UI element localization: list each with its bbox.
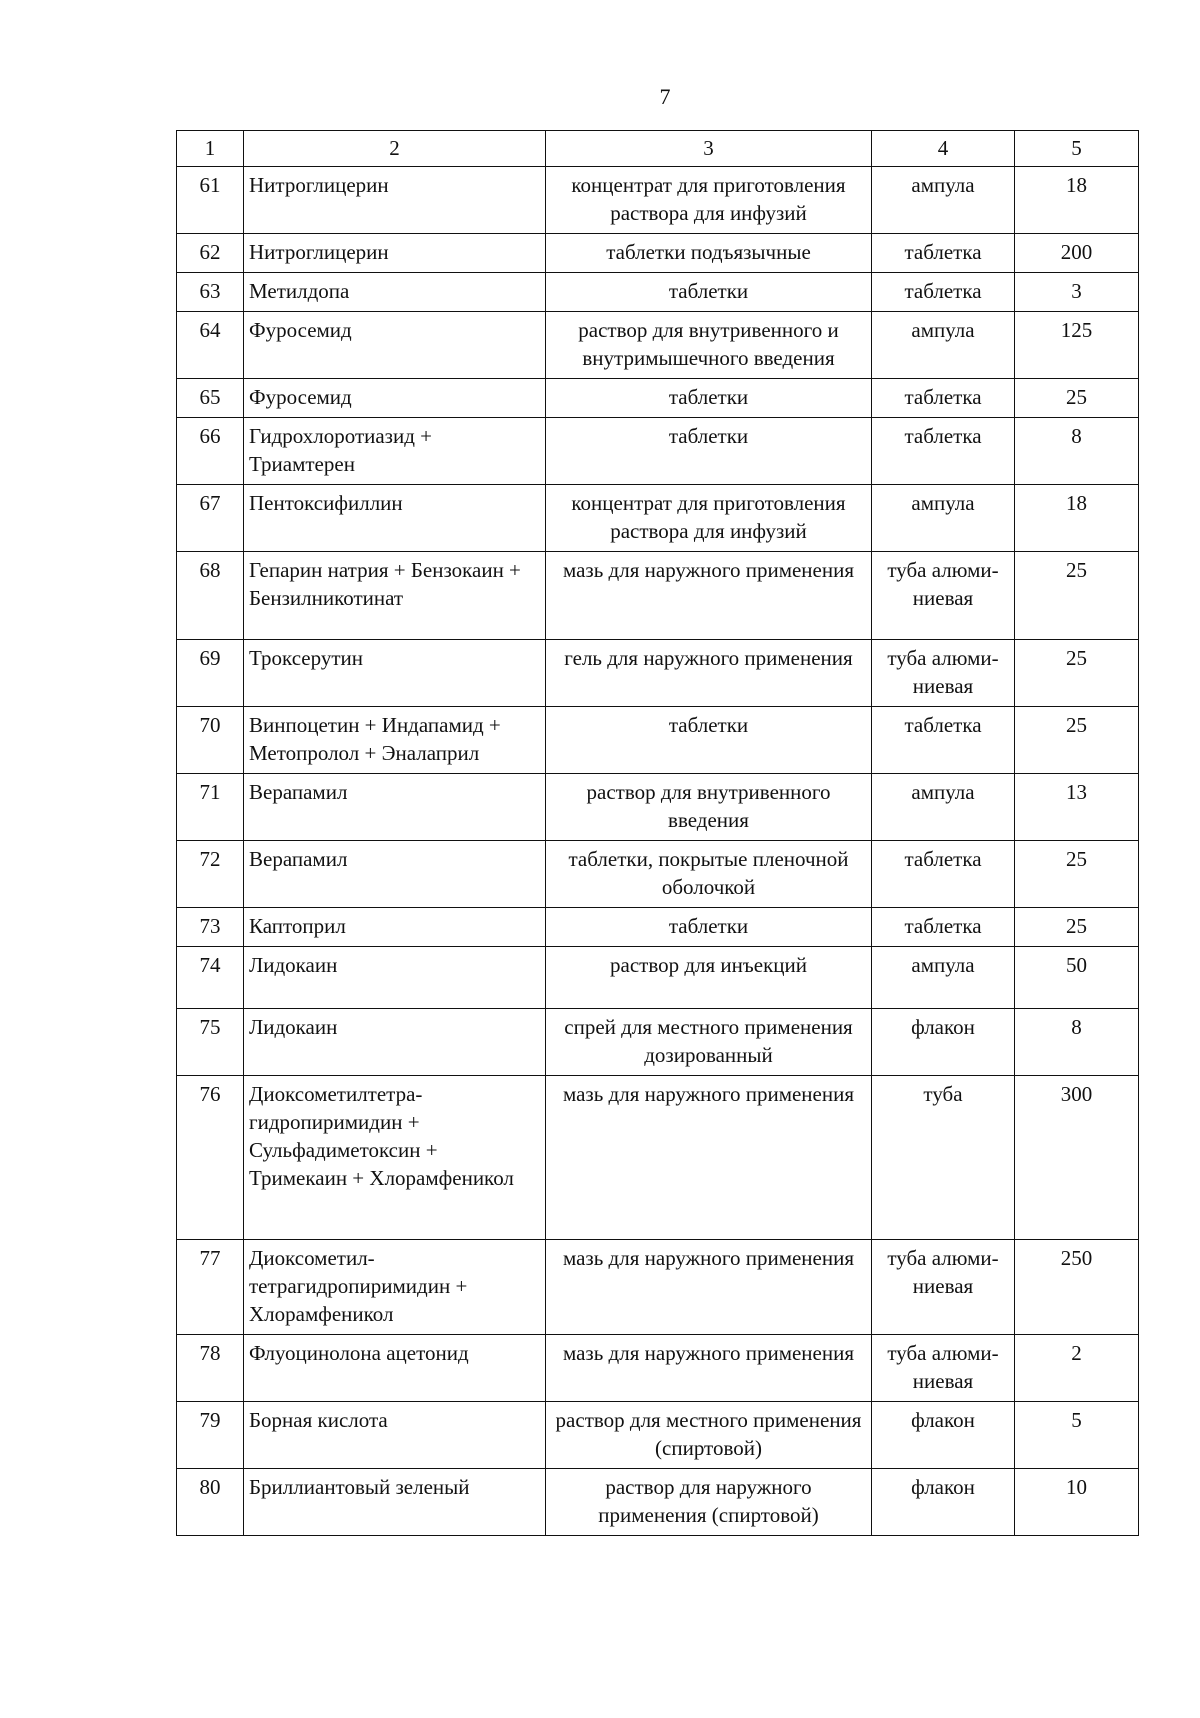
dosage-form-cell: таблетки	[546, 418, 872, 485]
quantity-cell: 8	[1015, 1009, 1139, 1076]
quantity-cell: 300	[1015, 1076, 1139, 1240]
drug-name-cell: Пентоксифиллин	[244, 485, 546, 552]
row-number-cell: 65	[177, 379, 244, 418]
row-number-cell: 72	[177, 841, 244, 908]
unit-cell: ампула	[872, 167, 1015, 234]
unit-cell: туба	[872, 1076, 1015, 1240]
row-number-cell: 61	[177, 167, 244, 234]
quantity-cell: 25	[1015, 841, 1139, 908]
unit-cell: таблетка	[872, 273, 1015, 312]
drug-name-cell: Диоксометил-тетрагидропиримидин + Хлорамфеникол	[244, 1240, 546, 1335]
quantity-cell: 2	[1015, 1335, 1139, 1402]
table-row	[177, 379, 1139, 418]
quantity-cell: 25	[1015, 640, 1139, 707]
unit-cell: ампула	[872, 485, 1015, 552]
unit-cell: таблетка	[872, 908, 1015, 947]
table-row	[177, 908, 1139, 947]
unit-cell: флакон	[872, 1402, 1015, 1469]
dosage-form-cell: таблетки	[546, 707, 872, 774]
row-number-cell: 77	[177, 1240, 244, 1335]
unit-cell: таблетка	[872, 841, 1015, 908]
table-row	[177, 640, 1139, 707]
row-number-cell: 64	[177, 312, 244, 379]
row-number-cell: 68	[177, 552, 244, 640]
drug-name-cell: Фуросемид	[244, 312, 546, 379]
table-row	[177, 485, 1139, 552]
table-row	[177, 707, 1139, 774]
table-row	[177, 774, 1139, 841]
drug-name-cell: Каптоприл	[244, 908, 546, 947]
unit-cell: туба алюми-ниевая	[872, 640, 1015, 707]
dosage-form-cell: раствор для внутривенного введения	[546, 774, 872, 841]
dosage-form-cell: раствор для местного применения (спиртовой)	[546, 1402, 872, 1469]
drug-name-cell: Гепарин натрия + Бензокаин + Бензилникотинат	[244, 552, 546, 640]
header-cell-2: 2	[244, 131, 546, 167]
quantity-cell: 18	[1015, 167, 1139, 234]
unit-cell: ампула	[872, 947, 1015, 1009]
row-number-cell: 74	[177, 947, 244, 1009]
table-row	[177, 1402, 1139, 1469]
dosage-form-cell: раствор для внутривенного и внутримышечного введения	[546, 312, 872, 379]
dosage-form-cell: гель для наружного применения	[546, 640, 872, 707]
row-number-cell: 79	[177, 1402, 244, 1469]
quantity-cell: 25	[1015, 552, 1139, 640]
quantity-cell: 250	[1015, 1240, 1139, 1335]
header-cell-3: 3	[546, 131, 872, 167]
quantity-cell: 8	[1015, 418, 1139, 485]
row-number-cell: 67	[177, 485, 244, 552]
table-row	[177, 234, 1139, 273]
unit-cell: таблетка	[872, 234, 1015, 273]
quantity-cell: 5	[1015, 1402, 1139, 1469]
quantity-cell: 25	[1015, 707, 1139, 774]
table-row	[177, 1240, 1139, 1335]
row-number-cell: 73	[177, 908, 244, 947]
drug-name-cell: Нитроглицерин	[244, 234, 546, 273]
dosage-form-cell: таблетки подъязычные	[546, 234, 872, 273]
header-row	[177, 131, 1139, 167]
dosage-form-cell: мазь для наружного применения	[546, 1240, 872, 1335]
drug-name-cell: Борная кислота	[244, 1402, 546, 1469]
unit-cell: туба алюми-ниевая	[872, 1335, 1015, 1402]
table-row	[177, 273, 1139, 312]
drug-name-cell: Нитроглицерин	[244, 167, 546, 234]
row-number-cell: 76	[177, 1076, 244, 1240]
table-row	[177, 552, 1139, 640]
table-row	[177, 312, 1139, 379]
dosage-form-cell: спрей для местного применения дозированный	[546, 1009, 872, 1076]
drug-name-cell: Верапамил	[244, 841, 546, 908]
quantity-cell: 125	[1015, 312, 1139, 379]
row-number-cell: 69	[177, 640, 244, 707]
unit-cell: таблетка	[872, 707, 1015, 774]
unit-cell: таблетка	[872, 418, 1015, 485]
quantity-cell: 50	[1015, 947, 1139, 1009]
row-number-cell: 62	[177, 234, 244, 273]
table-row	[177, 1009, 1139, 1076]
drug-name-cell: Гидрохлоротиазид + Триамтерен	[244, 418, 546, 485]
dosage-form-cell: мазь для наружного применения	[546, 552, 872, 640]
dosage-form-cell: таблетки	[546, 908, 872, 947]
unit-cell: таблетка	[872, 379, 1015, 418]
drug-name-cell: Лидокаин	[244, 947, 546, 1009]
drug-name-cell: Верапамил	[244, 774, 546, 841]
row-number-cell: 71	[177, 774, 244, 841]
drug-table	[176, 130, 1139, 1536]
page-number: 7	[659, 84, 671, 109]
header-cell-5: 5	[1015, 131, 1139, 167]
table-row	[177, 167, 1139, 234]
row-number-cell: 80	[177, 1469, 244, 1536]
unit-cell: ампула	[872, 312, 1015, 379]
drug-name-cell: Метилдопа	[244, 273, 546, 312]
dosage-form-cell: мазь для наружного применения	[546, 1335, 872, 1402]
table-row	[177, 947, 1139, 1009]
table-row	[177, 841, 1139, 908]
quantity-cell: 200	[1015, 234, 1139, 273]
drug-name-cell: Флуоцинолона ацетонид	[244, 1335, 546, 1402]
drug-name-cell: Бриллиантовый зеленый	[244, 1469, 546, 1536]
dosage-form-cell: таблетки	[546, 273, 872, 312]
unit-cell: флакон	[872, 1009, 1015, 1076]
row-number-cell: 78	[177, 1335, 244, 1402]
row-number-cell: 66	[177, 418, 244, 485]
drug-name-cell: Фуросемид	[244, 379, 546, 418]
row-number-cell: 75	[177, 1009, 244, 1076]
table-row	[177, 1469, 1139, 1536]
drug-table-body	[177, 131, 1139, 1536]
drug-name-cell: Диоксометилтетра-гидропиримидин + Сульфадиметоксин + Тримекаин + Хлорамфеникол	[244, 1076, 546, 1240]
row-number-cell: 70	[177, 707, 244, 774]
quantity-cell: 25	[1015, 379, 1139, 418]
header-cell-4: 4	[872, 131, 1015, 167]
quantity-cell: 13	[1015, 774, 1139, 841]
table-row	[177, 418, 1139, 485]
unit-cell: туба алюми-ниевая	[872, 552, 1015, 640]
dosage-form-cell: концентрат для приготовления раствора для инфузий	[546, 485, 872, 552]
unit-cell: ампула	[872, 774, 1015, 841]
dosage-form-cell: раствор для инъекций	[546, 947, 872, 1009]
unit-cell: флакон	[872, 1469, 1015, 1536]
quantity-cell: 10	[1015, 1469, 1139, 1536]
drug-name-cell: Винпоцетин + Индапамид + Метопролол + Эналаприл	[244, 707, 546, 774]
dosage-form-cell: раствор для наружного применения (спиртовой)	[546, 1469, 872, 1536]
drug-name-cell: Лидокаин	[244, 1009, 546, 1076]
quantity-cell: 25	[1015, 908, 1139, 947]
table-row	[177, 1076, 1139, 1240]
header-cell-1: 1	[177, 131, 244, 167]
table-row	[177, 1335, 1139, 1402]
drug-name-cell: Троксерутин	[244, 640, 546, 707]
quantity-cell: 3	[1015, 273, 1139, 312]
dosage-form-cell: таблетки, покрытые пленочной оболочкой	[546, 841, 872, 908]
dosage-form-cell: таблетки	[546, 379, 872, 418]
row-number-cell: 63	[177, 273, 244, 312]
unit-cell: туба алюми-ниевая	[872, 1240, 1015, 1335]
dosage-form-cell: концентрат для приготовления раствора для инфузий	[546, 167, 872, 234]
dosage-form-cell: мазь для наружного применения	[546, 1076, 872, 1240]
quantity-cell: 18	[1015, 485, 1139, 552]
